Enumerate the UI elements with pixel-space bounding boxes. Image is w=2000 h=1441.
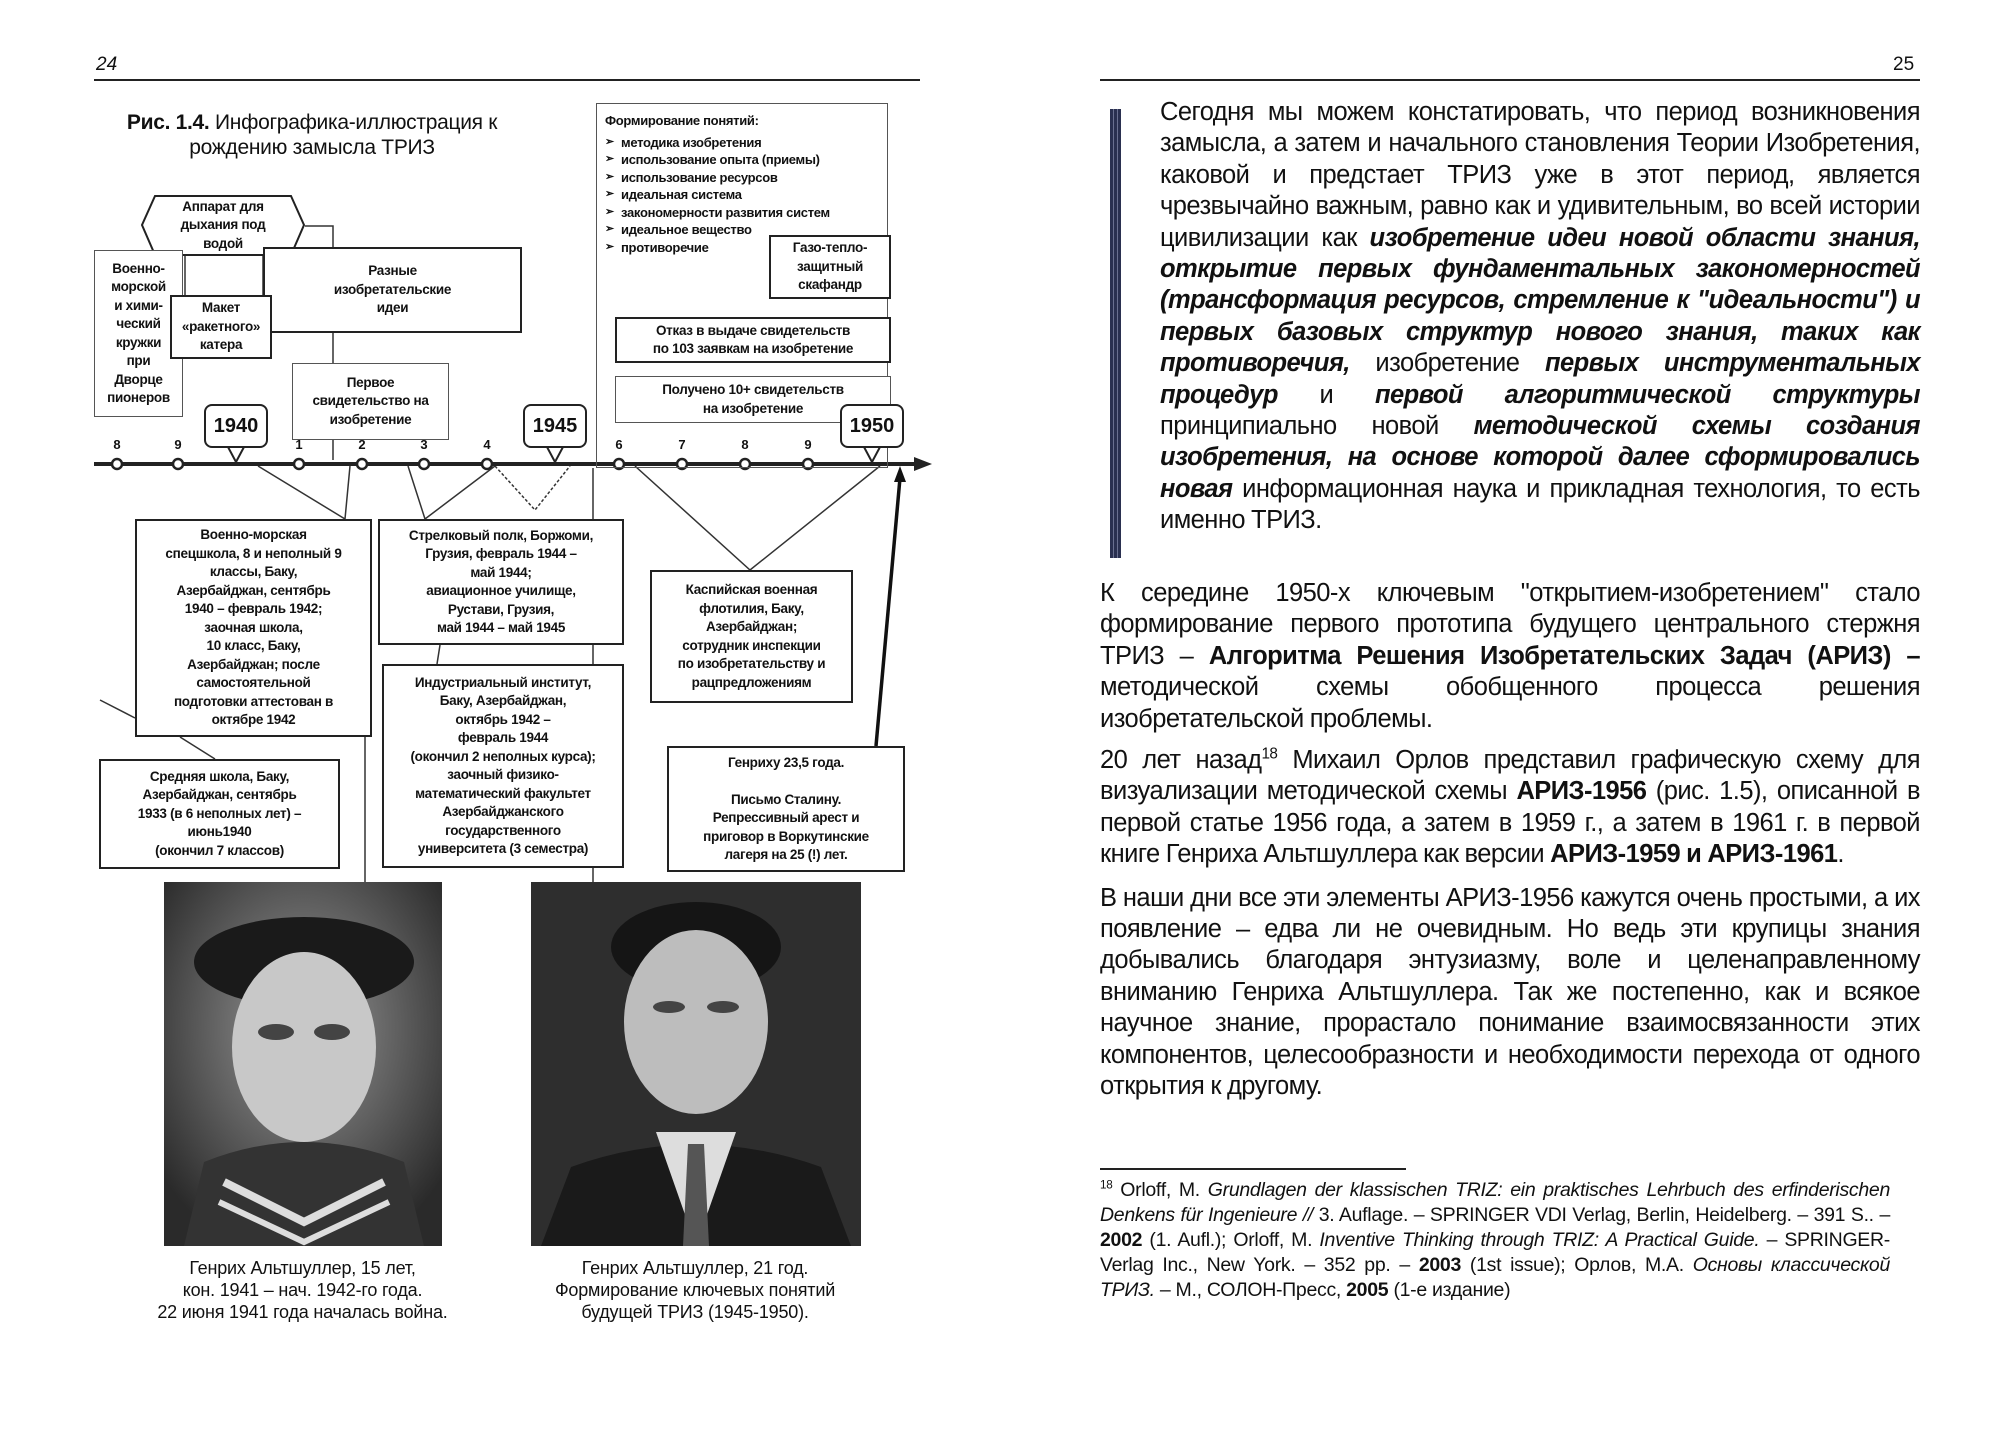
text-segment: Grundlagen der klassischen TRIZ: ein praktisches Lehrbuch des erfinderischen Denkens für Ingenieure //: [1100, 1179, 1890, 1226]
quote-paragraph: [1160, 97, 1920, 537]
concept-item: ➢ идеальное вещество: [605, 221, 786, 239]
year-pointer-1940: [228, 447, 244, 462]
box-received: Получено 10+ свидетельств на изобретение: [615, 376, 891, 423]
box-first-certificate: Первое свидетельство на изобретение: [292, 363, 449, 440]
year-label-1950: 1950: [840, 404, 904, 448]
body-text: [1100, 578, 1920, 1103]
text-segment: первых инструментальных процедур: [1160, 349, 1920, 409]
text-segment: Михаил Орлов представил графическую схему для визуализации методической схемы: [1100, 746, 1920, 806]
box-suit: Газо-тепло- защитный скафандр: [769, 235, 891, 299]
footnote: [1100, 1178, 1890, 1303]
page-number-left: 24: [96, 54, 118, 75]
tick-label: 9: [804, 437, 812, 452]
figure-label: Рис. 1.4.: [126, 111, 210, 134]
box-secondary-school: Средняя школа, Баку, Азербайджан, сентябрь 1933 (в 6 неполных лет) – июнь1940 (окончил 7 классов): [99, 759, 340, 869]
footnote-text: [1100, 1178, 1890, 1303]
photo-altshuller-21: [531, 882, 861, 1246]
photo-caption-1: Генрих Альтшуллер, 15 лет, кон. 1941 – нач. 1942-го года. 22 июня 1941 года началась война.: [157, 1258, 448, 1322]
box-institute: Индустриальный институт, Баку, Азербайджан, октябрь 1942 – февраль 1944 (окончил 2 неполных курса); заочный физико- математический факультет Азербайджанского государственного университета (3 семестра): [382, 664, 624, 868]
box-flotilla: Каспийская военная флотилия, Баку, Азербайджан; сотрудник инспекции по изобретательству и рацпредложениям: [650, 570, 853, 703]
text-segment: методической схемы обобщенного процесса решения изобретательской проблемы.: [1100, 673, 1920, 733]
photo-caption-2: Генрих Альтшуллер, 21 год. Формирование ключевых понятий будущей ТРИЗ (1945-1950).: [554, 1258, 836, 1322]
text-segment: Orloff, M.: [1112, 1179, 1208, 1201]
concept-item: ➢ использование опыта (приемы): [605, 151, 891, 169]
text-segment: К середине 1950-х ключевым "открытием-изобретением" стало формирование первого прототипа будущего центрального стержня ТРИЗ –: [1100, 579, 1920, 670]
text-segment: информационная наука и прикладная технология, то есть именно ТРИЗ.: [1160, 474, 1920, 535]
concept-item: ➢ идеальная система: [605, 186, 891, 204]
tick-label: 8: [113, 437, 121, 452]
footnote-ref: 18: [1100, 1178, 1113, 1192]
concept-item: ➢ закономерности развития систем: [605, 204, 891, 222]
text-segment: Основы классической ТРИЗ.: [1100, 1254, 1890, 1301]
concept-item: ➢ противоречие: [605, 239, 786, 257]
text-segment: АРИЗ-1956: [1516, 777, 1647, 806]
box-refusal: Отказ в выдаче свидетельств по 103 заявкам на изобретение: [615, 317, 891, 363]
text-segment: .: [1837, 840, 1844, 869]
tick-label: 2: [358, 437, 366, 452]
text-segment: принципиально новой: [1160, 412, 1474, 441]
box-apparatus: Аппарат для дыхания под водой: [180, 198, 266, 251]
quote-text: [1160, 97, 1920, 537]
year-label-1940: 1940: [204, 404, 268, 448]
paragraph-today: [1100, 883, 1920, 1103]
box-ideas: Разные изобретательские идеи: [263, 247, 522, 333]
concept-item: ➢ использование ресурсов: [605, 169, 891, 187]
box-clubs: Военно- морской и хими- ческий кружки при Дворце пионеров: [94, 250, 183, 417]
text-segment: (1-е издание): [1388, 1279, 1511, 1301]
text-segment: методической схемы создания изобретения, на основе которой далее сформировались новая: [1160, 412, 1920, 503]
tick-label: 3: [420, 437, 428, 452]
tick-label: 6: [615, 437, 623, 452]
pointer-naval-school: [258, 466, 350, 519]
box-arrest: Генриху 23,5 года. Письмо Сталину. Репрессивный арест и приговор в Воркутинские лагеря на 25 (!) лет.: [667, 746, 905, 872]
text-segment: изобретение: [1349, 349, 1545, 378]
text-segment: Алгоритма Решения Изобретательских Задач (АРИЗ) –: [1208, 641, 1920, 670]
pointer-flotilla: [635, 466, 880, 570]
tick-label: 1: [295, 437, 303, 452]
text-segment: изобретение идеи новой области знания, открытие первых фундаментальных закономерностей (трансформация ресурсов, стремление к "идеальности") и первых базовых структур нового знания, таких как противоречия,: [1160, 223, 1920, 378]
tick-label: 7: [678, 437, 686, 452]
photo-altshuller-15: [164, 882, 442, 1246]
concepts-heading: Формирование понятий:: [605, 113, 759, 128]
text-segment: – М., СОЛОН-Пресс,: [1154, 1279, 1347, 1301]
text-segment: – SPRINGER-Verlag Inc., New York. – 352 pp. –: [1100, 1229, 1890, 1276]
page-number-right: 25: [1893, 54, 1915, 75]
text-segment: Сегодня мы можем констатировать, что период возникновения замысла, а затем и начального становления Теории Изобретения, каковой и предстает ТРИЗ уже в этот период, является чрезвычайно важным, равно как и удивительным, во всей истории цивилизации как: [1160, 98, 1920, 252]
header-rule-right: [1100, 79, 1920, 81]
text-segment: 2003: [1418, 1254, 1462, 1276]
text-segment: В наши дни все эти элементы АРИЗ-1956 кажутся очень простыми, а их появление – едва ли не очевидным. Но ведь эти крупицы знания добывались благодаря энтузиазму, воле и целенаправленному вниманию Генриха Альтшуллера. Так же постепенно, как и всякое научное знание, прорастало понимание взаимосвязанности этих компонентов, целесообразности и необходимости перехода от одного открытия к другому.: [1100, 883, 1920, 1101]
text-segment: АРИЗ-1959 и АРИЗ-1961: [1550, 840, 1838, 869]
footnote-ref: 18: [1261, 745, 1278, 763]
pointer-rifle-dashed: [495, 466, 570, 510]
concept-item: ➢ методика изобретения: [605, 134, 891, 152]
pointer-rifle-regiment: [408, 466, 495, 519]
text-segment: (рис. 1.5), описанной в первой статье 1956 года, а затем в 1959 г., а затем в 1961 г. в первой книге Генриха Альтшуллера как версии: [1100, 777, 1920, 869]
text-segment: 3. Auflage. – SPRINGER VDI Verlag, Berlin, Heidelberg. – 391 S.. –: [1313, 1204, 1890, 1226]
footnote-rule: [1100, 1168, 1406, 1170]
text-segment: первой алгоритмической структуры: [1374, 380, 1921, 409]
text-segment: и: [1277, 380, 1375, 409]
text-segment: 20 лет назад: [1100, 746, 1262, 775]
text-segment: (1. Aufl.); Orloff, M.: [1142, 1229, 1320, 1251]
tick-label: 4: [483, 437, 491, 452]
box-boat: Макет «ракетного» катера: [170, 295, 272, 359]
year-label-1945: 1945: [523, 404, 587, 448]
connector-rifle-institute: [437, 645, 440, 664]
text-segment: 2005: [1346, 1279, 1389, 1301]
paragraph-ariz: [1100, 578, 1920, 735]
quote-bar: [1110, 109, 1121, 558]
connector-secondary-school: [100, 700, 135, 718]
figure-caption-text: Инфографика-иллюстрация к рождению замысла ТРИЗ: [189, 111, 498, 159]
tick-label: 8: [741, 437, 749, 452]
connector-arrest-timeline: [876, 478, 900, 746]
connector-naval-secondary: [180, 737, 215, 759]
text-segment: Inventive Thinking through TRIZ: A Practical Guide.: [1319, 1229, 1760, 1251]
box-naval-school: Военно-морская спецшкола, 8 и неполный 9 классы, Баку, Азербайджан, сентябрь 1940 – февраль 1942; заочная школа, 10 класс, Баку, Азербайджан; после самостоятельной подготовки аттестован в октябре 1942: [135, 519, 372, 737]
tick-label: 9: [174, 437, 182, 452]
text-segment: 2002: [1100, 1229, 1143, 1251]
connector-apparatus-ideas: [305, 226, 333, 247]
year-pointer-1945: [547, 447, 563, 462]
text-segment: (1st issue); Орлов, М.А.: [1461, 1254, 1693, 1276]
arrow-up-icon: [894, 466, 906, 482]
box-rifle-regiment: Стрелковый полк, Боржоми, Грузия, февраль 1944 – май 1944; авиационное училище, Рустави, Грузия, май 1944 – май 1945: [378, 519, 624, 645]
timeline-arrow-icon: [914, 457, 932, 471]
paragraph-orlov: [1100, 745, 1920, 871]
